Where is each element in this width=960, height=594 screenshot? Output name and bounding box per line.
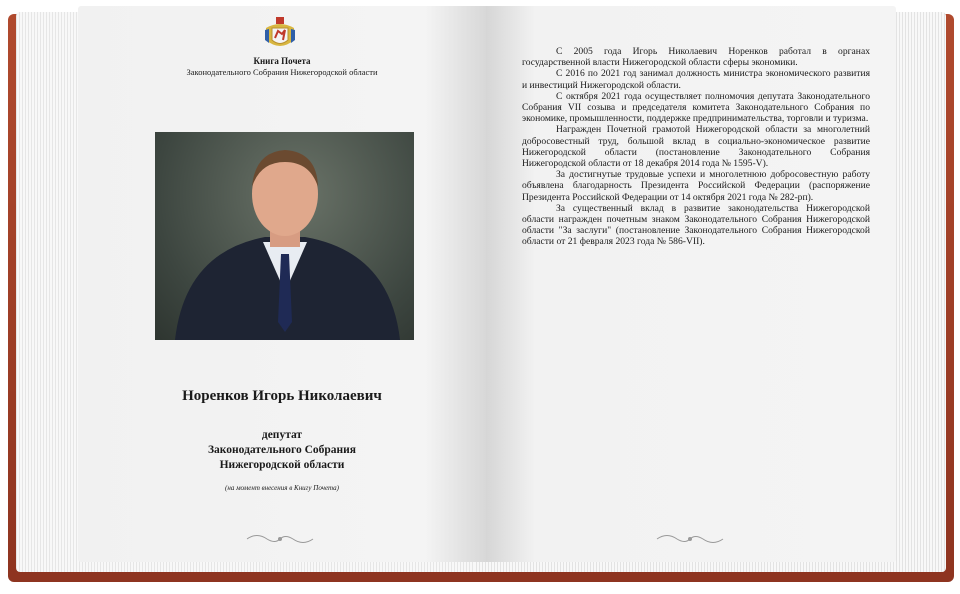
biography-text <box>522 46 870 248</box>
entry-note: (на момент внесения в Книгу Почета) <box>225 484 339 492</box>
book-title: Книга Почета <box>253 56 311 66</box>
book-subtitle: Законодательного Собрания Нижегородской области <box>186 67 378 77</box>
bio-paragraph: За достигнутые трудовые успехи и многолетнюю добросовестную работу объявлена благодарность Президента Российской Федерации (распоряжение Президента Российской Федерации от 14 октября 2021 года № 282-рп). <box>522 169 870 203</box>
role-line: Нижегородской области <box>219 459 345 471</box>
bio-paragraph: Награжден Почетной грамотой Нижегородской области за многолетний добросовестный труд, большой вклад в социально-экономическое развитие Нижегородской области (постановление Законодательного Собрания Нижегородской области от 18 декабря 2014 года № 1595-V). <box>522 124 870 170</box>
portrait-photo <box>155 132 414 340</box>
coat-of-arms-emblem <box>263 16 297 52</box>
role-line: Законодательного Собрания <box>207 444 356 456</box>
ornament-right-icon <box>655 532 725 546</box>
person-role <box>78 428 486 473</box>
ornament-left-icon <box>245 532 315 546</box>
person-name: Норенков Игорь Николаевич <box>182 388 382 404</box>
bio-paragraph: За существенный вклад в развитие законодательства Нижегородской области награжден почетным знаком Законодательного Собрания Нижегородской области "За заслуги" (постановление Законодательного Собрания Нижегородской области от 21 февраля 2023 года № 586-VII). <box>522 202 870 248</box>
bio-paragraph: С 2005 года Игорь Николаевич Норенков работал в органах государственной власти Нижегородской области сферы экономики. <box>522 46 870 69</box>
bio-paragraph: С 2016 по 2021 год занимал должность министра экономического развития и инвестиций Нижегородской области. <box>522 68 870 91</box>
bio-paragraph: С октября 2021 года осуществляет полномочия депутата Законодательного Собрания VII созыва и председателя комитета Законодательного Собрания по экономике, промышленности, поддержке предпринимательства, торговли и туризма. <box>522 90 870 125</box>
role-line: депутат <box>261 429 303 441</box>
